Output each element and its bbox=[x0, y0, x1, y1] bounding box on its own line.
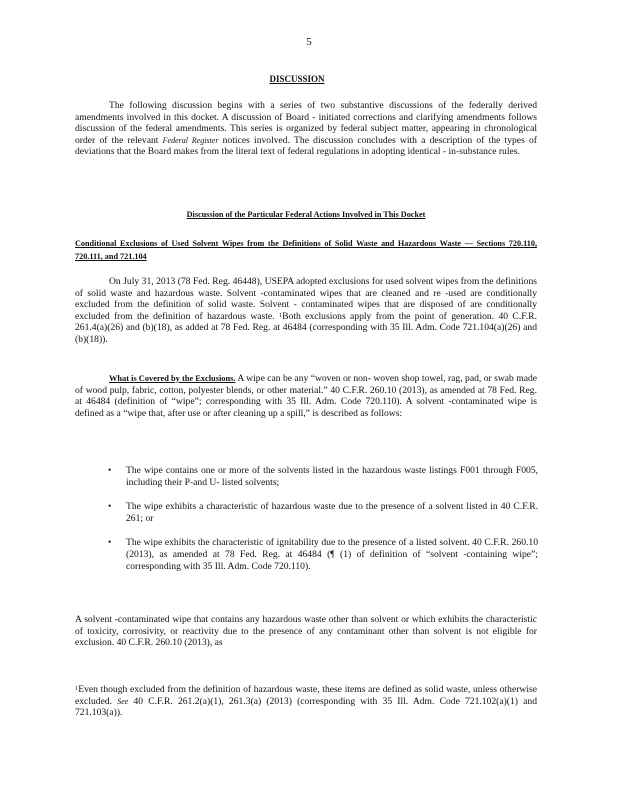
wipe-criteria-list bbox=[100, 465, 538, 585]
what-is-covered-paragraph bbox=[75, 373, 537, 419]
what-is-covered-lead: What is Covered by the Exclusions. bbox=[109, 374, 236, 383]
footnote bbox=[75, 684, 537, 719]
list-item: • The wipe exhibits the characteristic of ignitability due to the presence of a listed solvent. 40 C.F.R. 260.10 (2013), as amended at 78 Fed. Reg. at 46484 (¶ (1) of definition of “solvent -containing wipe”; corresponding with 35 Ill. Adm. Code 720.110). bbox=[100, 537, 538, 572]
page-number: 5 bbox=[306, 36, 312, 48]
footnote-text-b: 40 C.F.R. 261.2(a)(1), 261.3(a) (2013) (corresponding with 35 Ill. Adm. Code 721.102(a)(1) and 721.103(a)). bbox=[75, 695, 538, 719]
para3-text: A wipe can be any “woven or non- woven shop towel, rag, pad, or swab made of wood pulp, fabric, cotton, polyester blends, or other material.” 40 C.F.R. 260.10 (2013), as amended at 78 Fed. Reg. at 46484 (definition of “wipe”; corresponding with 35 Ill. Adm. Code 720.110). A solvent -contaminated wipe is defined as a “wipe that, after use or after cleaning up a spill,” is described as follows: bbox=[75, 373, 538, 419]
federal-register-italic: Federal Register bbox=[162, 135, 219, 145]
section-title bbox=[0, 74, 618, 84]
para2-text-b: Both exclusions apply from the point of generation. 40 C.F.R. 261.4(a)(26) and (b)(18), as added at 78 Fed. Reg. at 46484 (corresponding with 35 Ill. Adm. Code 721.104(a)(26) and (b)(18)). bbox=[75, 310, 537, 345]
footnote-mark: 1 bbox=[75, 685, 79, 692]
footnote-text-a: Even though excluded from the definition of hazardous waste, these items are defined as solid waste, unless otherwise excluded. bbox=[75, 684, 537, 707]
intro-text-b: notices involved. The discussion concludes with a description of the types of deviations that the Board makes from the literal text of federal regulations in adopting identical - in-substance rules. bbox=[75, 134, 537, 158]
not-eligible-paragraph: A solvent -contaminated wipe that contains any hazardous waste other than solvent or which exhibits the characteristic of toxicity, corrosivity, or reactivity due to the presence of any contaminant other than solvent is not eligible for exclusion. 40 C.F.R. 260.10 (2013), as bbox=[75, 614, 537, 649]
list-item: • The wipe contains one or more of the solvents listed in the hazardous waste listings F001 through F005, including their P-and U- listed solvents; bbox=[100, 465, 538, 488]
intro-paragraph bbox=[75, 100, 537, 158]
intro-text-a: The following discussion begins with a series of two substantive discussions of the federally derived amendments involved in this docket. A discussion of Board - initiated corrections and clarifying amendments follows discussion of the federal amendments. This series is organized by federal subject matter, appearing in chronological order of the relevant bbox=[75, 100, 537, 146]
para2-text-a: On July 31, 2013 (78 Fed. Reg. 46448), USEPA adopted exclusions for used solvent wipes from the definitions of solid waste and hazardous waste. Solvent -contaminated wipes that are cleaned and re -used are conditionally excluded from the definition of solid waste. Solvent - contaminated wipes that are disposed of are conditionally excluded from the definition of hazardous waste. bbox=[75, 276, 537, 322]
discussion-heading: DISCUSSION bbox=[269, 74, 325, 84]
exclusion-paragraph bbox=[75, 276, 537, 346]
footnote-reference: 1 bbox=[278, 311, 283, 319]
subheading-text: Discussion of the Particular Federal Actions Involved in This Docket bbox=[186, 210, 426, 219]
solvent-wipes-section-heading bbox=[75, 237, 537, 263]
particular-actions-subheading bbox=[75, 210, 537, 219]
section-heading-text: Conditional Exclusions of Used Solvent Wipes from the Definitions of Solid Waste and Hazardous Waste — Sections 720.110, 720.111, and 721.104 bbox=[75, 239, 537, 261]
list-item: • The wipe exhibits a characteristic of hazardous waste due to the presence of a solvent listed in 40 C.F.R. 261; or bbox=[100, 501, 538, 524]
see-signal: See bbox=[117, 696, 129, 706]
